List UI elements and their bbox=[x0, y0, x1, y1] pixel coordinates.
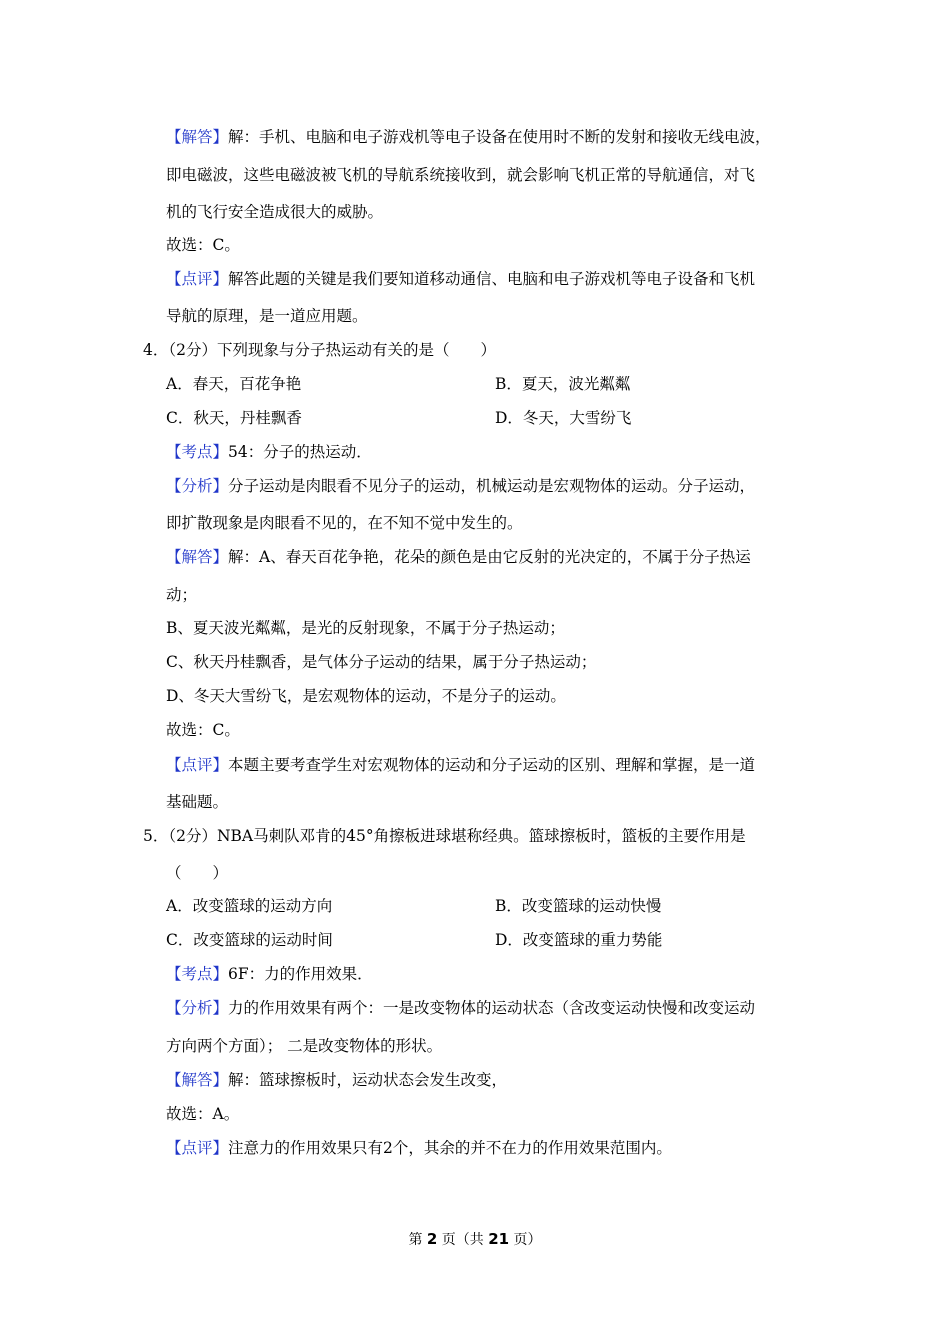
q3-answer-tag: 【解答】 bbox=[166, 128, 229, 146]
q4-point: 【考点】54：分子的热运动． bbox=[166, 443, 372, 461]
q5-option-c: C．改变篮球的运动时间 bbox=[166, 931, 333, 949]
q4-option-d: D．冬天，大雪纷飞 bbox=[495, 409, 632, 427]
q3-comment-line-1: 【点评】解答此题的关键是我们要知道移动通信、电脑和电子游戏机等电子设备和飞机 bbox=[166, 270, 756, 288]
q4-answer-line-4: C、秋天丹桂飘香，是气体分子运动的结果，属于分子热运动； bbox=[166, 653, 597, 671]
q5-analysis-line-1: 【分析】力的作用效果有两个：一是改变物体的运动状态（含改变运动快慢和改变运动 bbox=[166, 999, 756, 1017]
q3-comment-line-2: 导航的原理，是一道应用题。 bbox=[166, 307, 368, 325]
q4-answer-tag: 【解答】 bbox=[166, 548, 229, 566]
q5-analysis-tag: 【分析】 bbox=[166, 999, 229, 1017]
q5-option-a: A．改变篮球的运动方向 bbox=[166, 897, 333, 915]
q5-option-b: B．改变篮球的运动快慢 bbox=[495, 897, 662, 915]
q4-choice: 故选：C。 bbox=[166, 721, 240, 739]
q4-option-a: A．春天，百花争艳 bbox=[166, 375, 302, 393]
q5-option-d: D．改变篮球的重力势能 bbox=[495, 931, 663, 949]
q4-answer-line-3: B、夏天波光粼粼，是光的反射现象，不属于分子热运动； bbox=[166, 619, 565, 637]
q3-comment-tag: 【点评】 bbox=[166, 270, 229, 288]
q5-analysis-line-2: 方向两个方面）； 二是改变物体的形状。 bbox=[166, 1037, 443, 1055]
page-number: 2 bbox=[426, 1230, 438, 1248]
q3-answer-line-2: 即电磁波，这些电磁波被飞机的导航系统接收到，就会影响飞机正常的导航通信，对飞 bbox=[166, 166, 756, 184]
page-footer: 第 2 页（共 21 页） bbox=[408, 1230, 542, 1248]
q4-option-b: B．夏天，波光粼粼 bbox=[495, 375, 631, 393]
q4-comment-line-2: 基础题。 bbox=[166, 793, 229, 811]
q4-point-tag: 【考点】 bbox=[166, 443, 229, 461]
q5-point-tag: 【考点】 bbox=[166, 965, 229, 983]
q5-answer-tag: 【解答】 bbox=[166, 1071, 229, 1089]
q4-answer-line-2: 动； bbox=[166, 586, 198, 604]
page-total: 21 bbox=[488, 1230, 510, 1248]
q4-comment-line-1: 【点评】本题主要考查学生对宏观物体的运动和分子运动的区别、理解和掌握，是一道 bbox=[166, 756, 756, 774]
q3-answer-line-3: 机的飞行安全造成很大的威胁。 bbox=[166, 203, 384, 221]
q4-comment-tag: 【点评】 bbox=[166, 756, 229, 774]
q5-choice: 故选：A。 bbox=[166, 1105, 240, 1123]
q4-answer-line-1: 【解答】解：A、春天百花争艳，花朵的颜色是由它反射的光决定的，不属于分子热运 bbox=[166, 548, 751, 566]
q5-answer: 【解答】解：篮球擦板时，运动状态会发生改变， bbox=[166, 1071, 508, 1089]
q5-stem-line-1: 5．（2分）NBA马刺队邓肯的45°角擦板进球堪称经典。篮球擦板时，篮板的主要作用是 bbox=[143, 827, 746, 845]
q5-point: 【考点】6F：力的作用效果． bbox=[166, 965, 373, 983]
q4-analysis-line-1: 【分析】分子运动是肉眼看不见分子的运动，机械运动是宏观物体的运动。分子运动， bbox=[166, 477, 756, 495]
q5-stem-line-2: （ ） bbox=[166, 864, 229, 882]
q3-choice: 故选：C。 bbox=[166, 236, 240, 254]
q4-stem: 4．（2分）下列现象与分子热运动有关的是（ ） bbox=[143, 341, 496, 359]
q5-comment-tag: 【点评】 bbox=[166, 1139, 229, 1157]
q3-answer-line-1: 【解答】解：手机、电脑和电子游戏机等电子设备在使用时不断的发射和接收无线电波， bbox=[166, 128, 771, 146]
q4-analysis-tag: 【分析】 bbox=[166, 477, 229, 495]
q4-analysis-line-2: 即扩散现象是肉眼看不见的，在不知不觉中发生的。 bbox=[166, 514, 523, 532]
q4-answer-line-5: D、冬天大雪纷飞，是宏观物体的运动，不是分子的运动。 bbox=[166, 687, 566, 705]
q5-comment: 【点评】注意力的作用效果只有2个，其余的并不在力的作用效果范围内。 bbox=[166, 1139, 672, 1157]
q4-option-c: C．秋天，丹桂飘香 bbox=[166, 409, 302, 427]
